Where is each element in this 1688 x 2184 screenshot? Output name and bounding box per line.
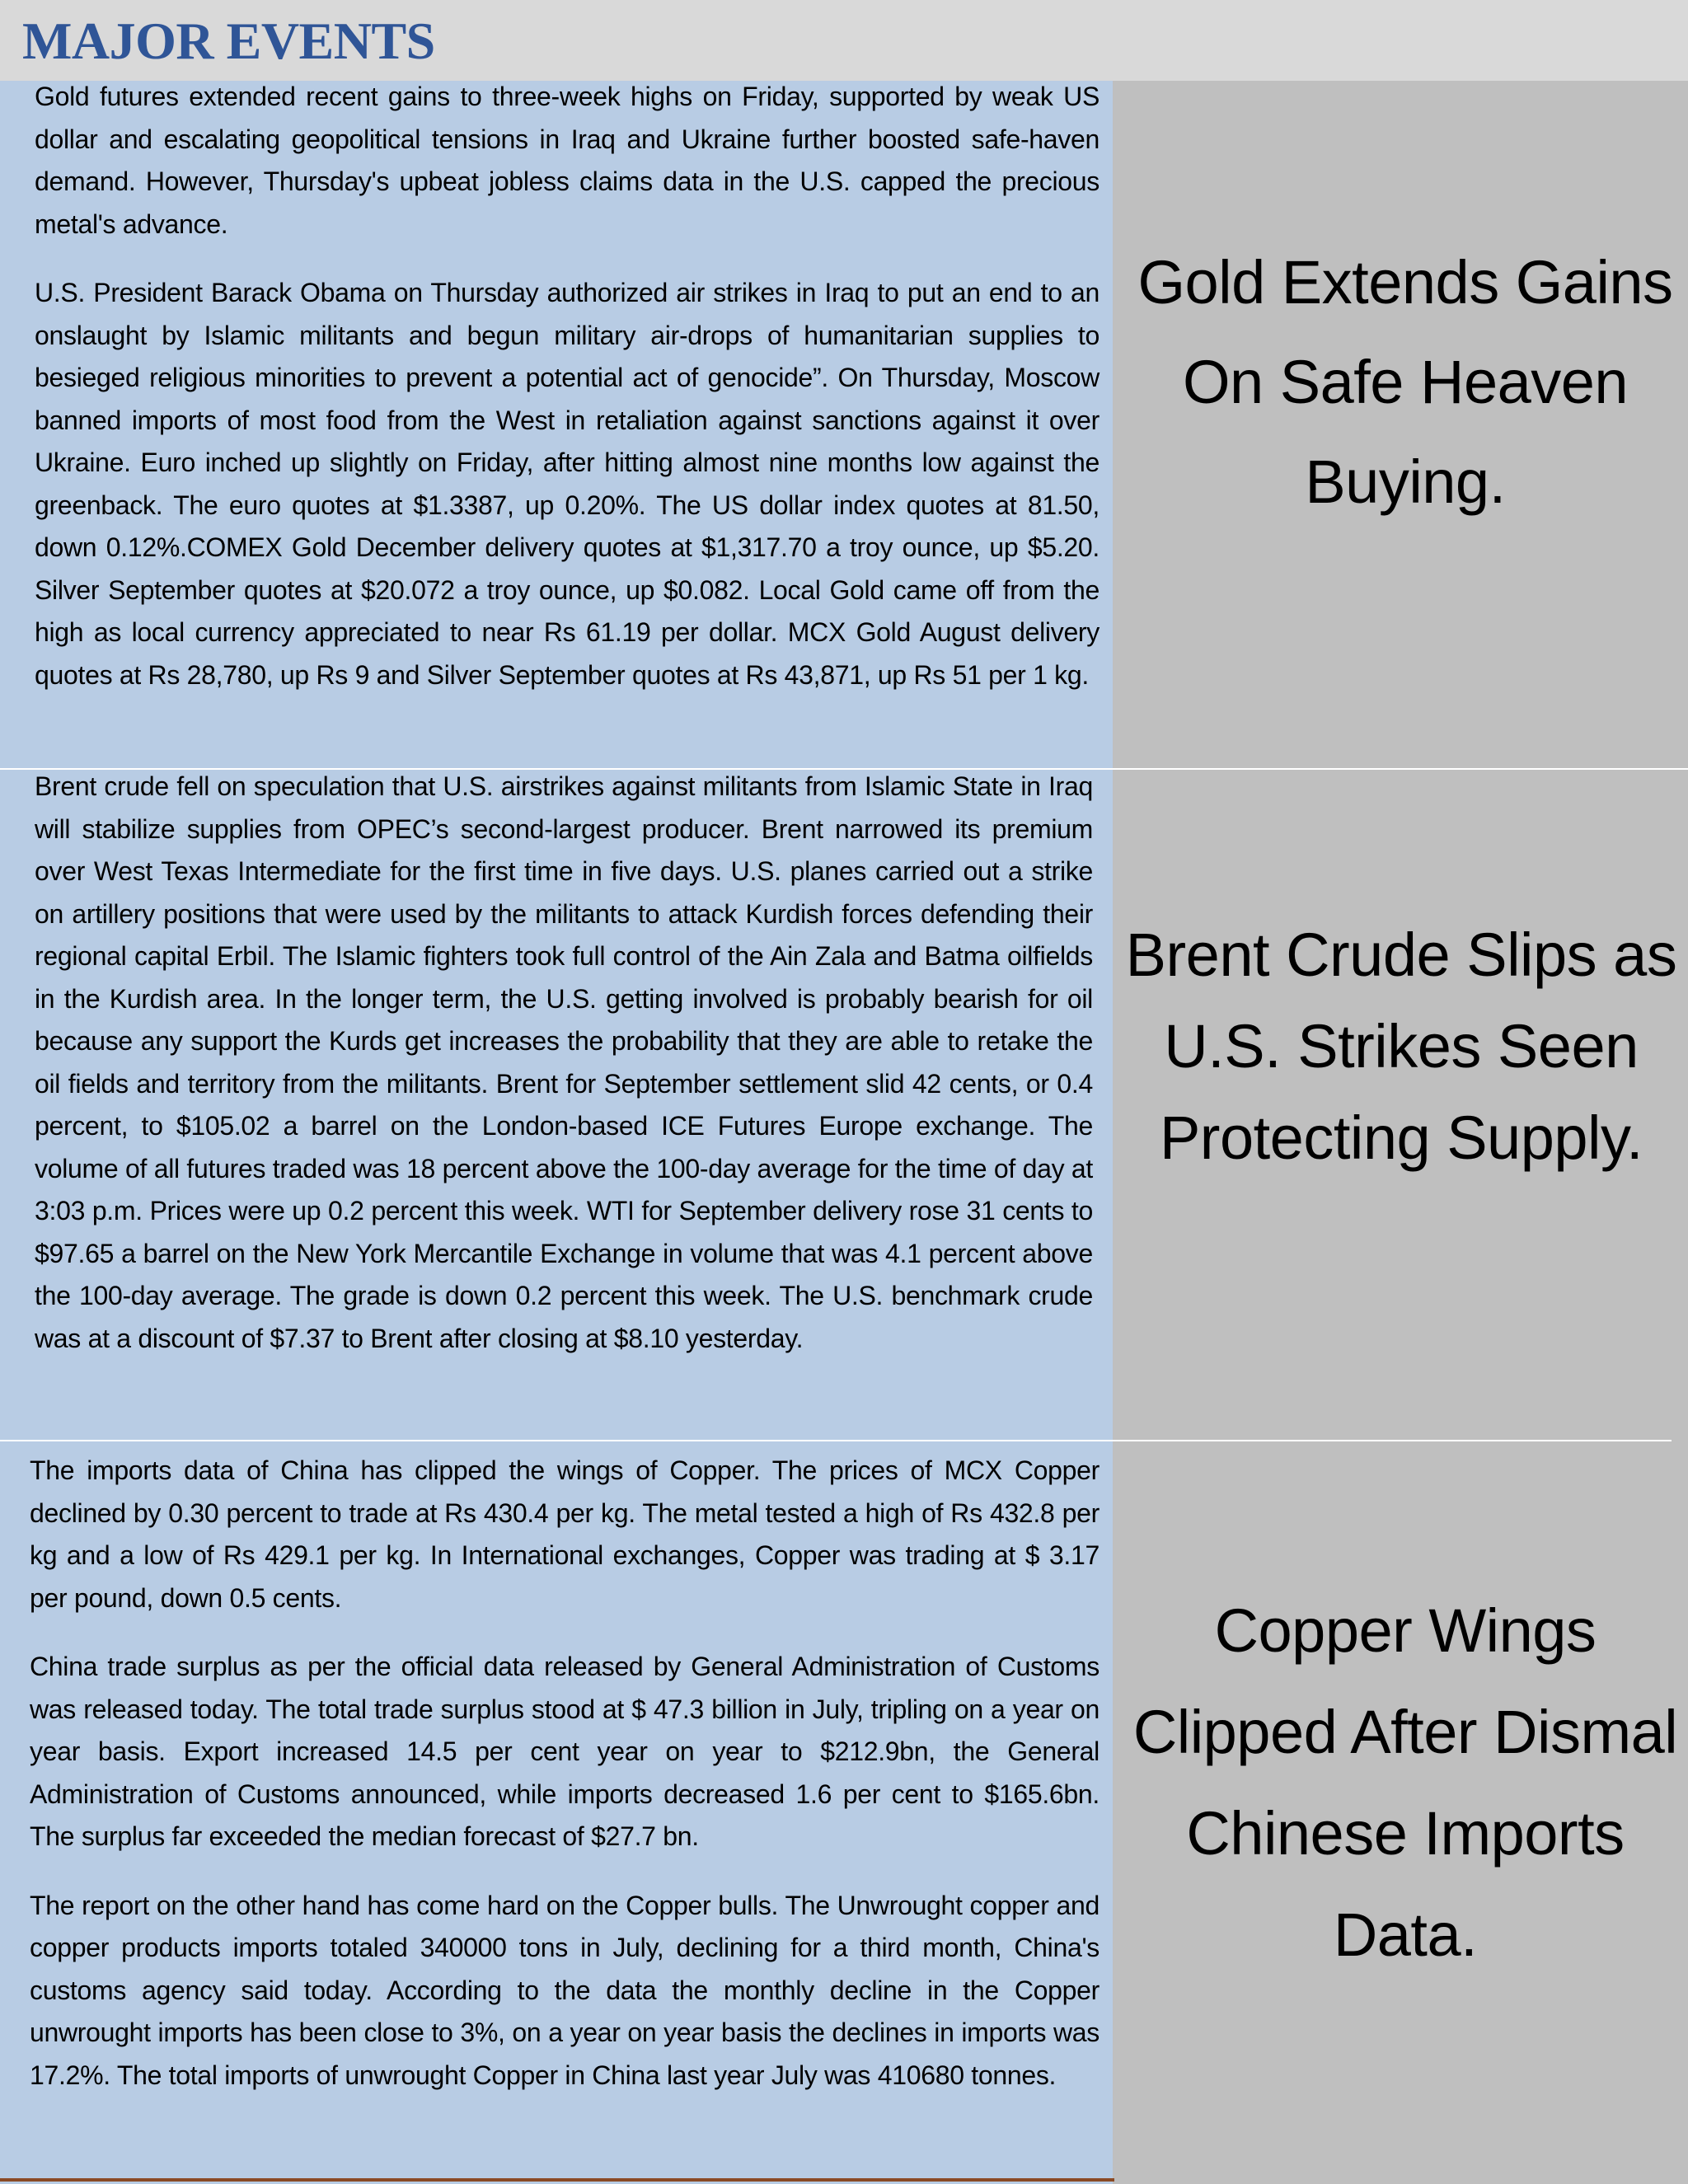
story-gold-headline: Gold Extends Gains On Safe Heaven Buying. <box>1137 248 1673 516</box>
story-paragraph: Gold futures extended recent gains to three-week highs on Friday, supported by weak US dollar and escalating geopolitical tensions in Iraq and Ukraine further boosted safe-haven demand. However, Thursday's upbeat jobless claims data in the U.S. capped the precious metal's advance. <box>35 82 1100 239</box>
story-gold-text <box>35 76 1100 696</box>
story-paragraph: U.S. President Barack Obama on Thursday authorized air strikes in Iraq to put an end to an onslaught by Islamic militants and begun military air-drops of humanitarian supplies to besieged religious minorities to prevent a potential act of genocide”. On Thursday, Moscow banned imports of most food from the West in retaliation against sanctions against it over Ukraine. Euro inched up slightly on Friday, after hitting almost nine months low against the greenback. The euro quotes at $1.3387, up 0.20%. The US dollar index quotes at 81.50, down 0.12%.COMEX Gold December delivery quotes at $1,317.70 a troy ounce, up $5.20. Silver September quotes at $20.072 a troy ounce, up $0.082. Local Gold came off from the high as local currency appreciated to near Rs 61.19 per dollar. MCX Gold August delivery quotes at Rs 28,780, up Rs 9 and Silver September quotes at Rs 43,871, up Rs 51 per 1 kg. <box>35 278 1100 690</box>
bottom-rule <box>0 2178 1114 2182</box>
story-copper-text <box>30 1450 1100 2097</box>
page-header <box>0 0 1688 81</box>
page-title: MAJOR EVENTS <box>22 12 435 70</box>
story-crude-text <box>35 766 1093 1360</box>
story-paragraph: China trade surplus as per the official data released by General Administration of Customs was released today. The total trade surplus stood at $ 47.3 billion in July, tripling on a year on year basis. Export increased 14.5 per cent year on year to $212.9bn, the General Administration of Customs announced, while imports decreased 1.6 per cent to $165.6bn. The surplus far exceeded the median forecast of $27.7 bn. <box>30 1652 1100 1851</box>
section-divider <box>0 1440 1672 1441</box>
story-paragraph: Brent crude fell on speculation that U.S. airstrikes against militants from Islamic State in Iraq will stabilize supplies from OPEC’s second-largest producer. Brent narrowed its premium over West Texas Intermediate for the first time in five days. U.S. planes carried out a strike on artillery positions that were used by the militants to attack Kurdish forces defending their regional capital Erbil. The Islamic fighters took full control of the Ain Zala and Batma oilfields in the Kurdish area. In the longer term, the U.S. getting involved is probably bearish for oil because any support the Kurds get increases the probability that they are able to retake the oil fields and territory from the militants. Brent for September settlement slid 42 cents, or 0.4 percent, to $105.02 a barrel on the London-based ICE Futures Europe exchange. The volume of all futures traded was 18 percent above the 100-day average for the time of day at 3:03 p.m. Prices were up 0.2 percent this week. WTI for September delivery rose 31 cents to $97.65 a barrel on the New York Mercantile Exchange in volume that was 4.1 percent above the 100-day average. The grade is down 0.2 percent this week. The U.S. benchmark crude was at a discount of $7.37 to Brent after closing at $8.10 yesterday. <box>35 771 1093 1353</box>
story-crude-headline: Brent Crude Slips as U.S. Strikes Seen Protecting Supply. <box>1125 921 1677 1172</box>
story-paragraph: The report on the other hand has come hard on the Copper bulls. The Unwrought copper and copper products imports totaled 340000 tons in July, declining for a third month, China's customs agency said today. According to the data the monthly decline in the Copper unwrought imports has been close to 3%, on a year on year basis the declines in imports was 17.2%. The total imports of unwrought Copper in China last year July was 410680 tonnes. <box>30 1890 1100 2090</box>
story-copper-headline: Copper Wings Clipped After Dismal Chinese Imports Data. <box>1132 1596 1678 1969</box>
story-paragraph: The imports data of China has clipped the wings of Copper. The prices of MCX Copper declined by 0.30 percent to trade at Rs 430.4 per kg. The metal tested a high of Rs 432.8 per kg and a low of Rs 429.1 per kg. In International exchanges, Copper was trading at $ 3.17 per pound, down 0.5 cents. <box>30 1455 1100 1613</box>
